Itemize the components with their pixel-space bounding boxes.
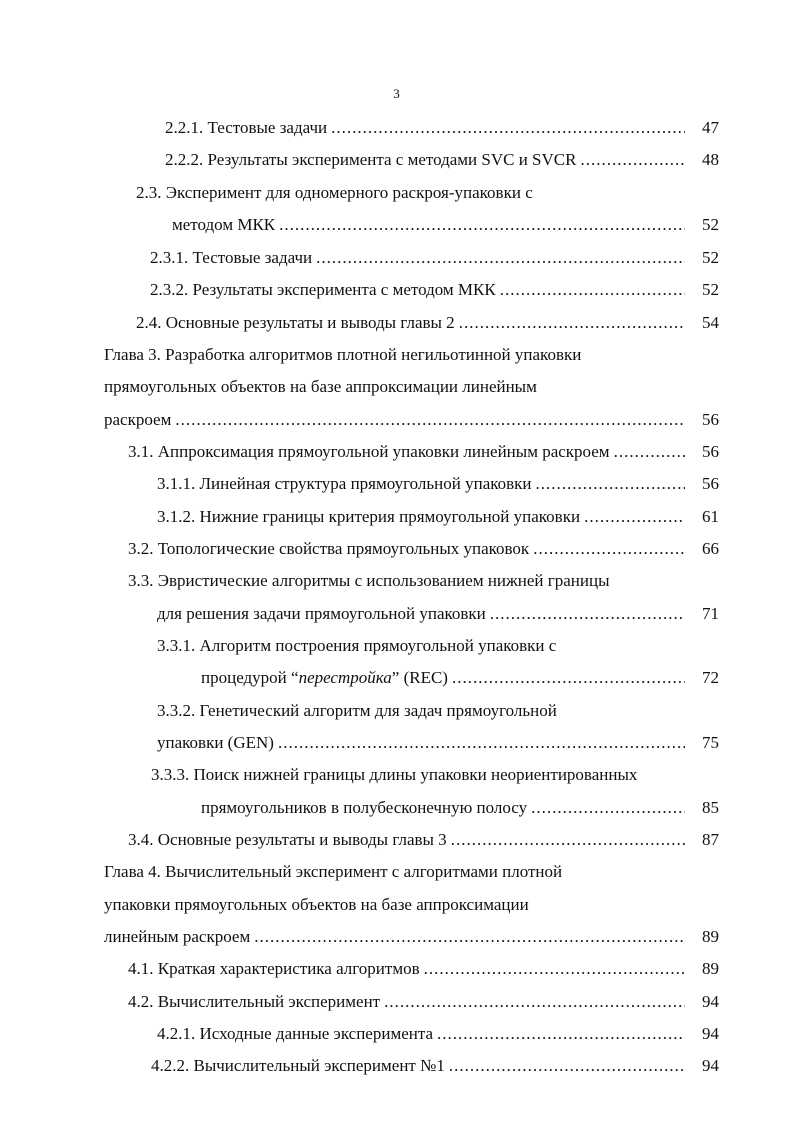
toc-entry (128, 537, 719, 561)
toc-entry (128, 957, 719, 981)
toc-entry-title: 3.2. Топологические свойства прямоугольных упаковок (128, 539, 530, 558)
toc-dot-leader (331, 116, 685, 140)
toc-dot-leader (490, 602, 685, 626)
toc-entry-title: упаковки (GEN) (157, 733, 274, 752)
toc-entry (157, 1022, 719, 1046)
toc-chapter-title: прямоугольных объектов на базе аппроксимации линейным (104, 377, 537, 396)
toc-entry-page: 85 (702, 798, 719, 817)
toc-entry-title: 2.2.1. Тестовые задачи (165, 118, 328, 137)
toc-entry-title: 2.4. Основные результаты и выводы главы 2 (136, 313, 455, 332)
toc-entry-page: 75 (702, 733, 719, 752)
toc-entry (104, 408, 719, 432)
toc-entry-page: 89 (702, 927, 719, 946)
toc-entry (128, 440, 719, 464)
toc-entry-title: 4.2. Вычислительный эксперимент (128, 992, 381, 1011)
toc-title-emphasis: перестройка (298, 668, 392, 687)
toc-entry-page: 72 (702, 668, 719, 687)
toc-dot-leader (316, 246, 685, 270)
toc-entry-page: 94 (702, 1056, 719, 1075)
toc-entry-page: 94 (702, 992, 719, 1011)
toc-dot-leader (459, 311, 685, 335)
toc-entry-title: 3.1.1. Линейная структура прямоугольной упаковки (157, 474, 532, 493)
toc-entry (151, 1054, 719, 1078)
toc-entry (128, 990, 719, 1014)
toc-entry-title: 4.2.2. Вычислительный эксперимент №1 (151, 1056, 445, 1075)
toc-dot-leader (614, 440, 685, 464)
toc-entry (136, 311, 719, 335)
toc-dot-leader (580, 148, 685, 172)
toc-dot-leader (533, 537, 685, 561)
toc-entry-page: 52 (702, 248, 719, 267)
toc-entry-page: 48 (702, 150, 719, 169)
toc-entry-page: 87 (702, 830, 719, 849)
toc-dot-leader (451, 828, 685, 852)
toc-entry (150, 246, 719, 270)
toc-entry-title: 2.3.1. Тестовые задачи (150, 248, 313, 267)
toc-dot-leader (536, 472, 685, 496)
toc-entry (165, 148, 719, 172)
page-number: 3 (393, 86, 400, 101)
toc-entry-title: 4.2.1. Исходные данные эксперимента (157, 1024, 434, 1043)
toc-entry-page: 61 (702, 507, 719, 526)
toc-dot-leader (452, 666, 685, 690)
toc-title-part: процедурой “ (201, 668, 299, 687)
toc-chapter-title: раскроем (104, 410, 172, 429)
toc-entry-title: методом МКК (172, 215, 276, 234)
toc-entry (201, 796, 719, 820)
toc-entry-page: 56 (702, 410, 719, 429)
toc-entry-title (201, 666, 448, 690)
toc-entry (157, 731, 719, 755)
toc-entry-page: 54 (702, 313, 719, 332)
toc-entry (128, 828, 719, 852)
toc-entry (165, 116, 719, 140)
toc-entry-title: для решения задачи прямоугольной упаковки (157, 604, 486, 623)
toc-dot-leader (384, 990, 685, 1014)
toc-entry-page: 94 (702, 1024, 719, 1043)
toc-entry-title: 3.4. Основные результаты и выводы главы 3 (128, 830, 447, 849)
toc-dot-leader (175, 408, 685, 432)
toc-entry-page: 47 (702, 118, 719, 137)
toc-entry-title: 3.3.2. Генетический алгоритм для задач прямоугольной (157, 701, 557, 720)
toc-entry-title: 3.3.1. Алгоритм построения прямоугольной упаковки с (157, 636, 557, 655)
toc-entry (104, 925, 719, 949)
toc-entry-title: прямоугольников в полубесконечную полосу (201, 798, 528, 817)
toc-chapter-title: Глава 4. Вычислительный эксперимент с алгоритмами плотной (104, 862, 563, 881)
toc-entry-page: 66 (702, 539, 719, 558)
toc-entry-title: 2.3. Эксперимент для одномерного раскроя-упаковки с (136, 183, 533, 202)
toc-dot-leader (449, 1054, 685, 1078)
toc-entry (157, 602, 719, 626)
toc-dot-leader (278, 731, 685, 755)
toc-dot-leader (500, 278, 685, 302)
toc-entry-title: 4.1. Краткая характеристика алгоритмов (128, 959, 420, 978)
toc-entry-title: 3.3. Эвристические алгоритмы с использованием нижней границы (128, 571, 610, 590)
toc-entry-title: 3.3.3. Поиск нижней границы длины упаковки неориентированных (151, 765, 638, 784)
toc-entry (201, 666, 719, 690)
toc-chapter-title: Глава 3. Разработка алгоритмов плотной негильотинной упаковки (104, 345, 582, 364)
toc-entry-title: 3.1. Аппроксимация прямоугольной упаковки линейным раскроем (128, 442, 610, 461)
toc-entry-page: 52 (702, 280, 719, 299)
toc-entry-title: 2.2.2. Результаты эксперимента с методами SVC и SVCR (165, 150, 577, 169)
toc-dot-leader (254, 925, 685, 949)
toc-entry (157, 472, 719, 496)
toc-entry-title: 3.1.2. Нижние границы критерия прямоугольной упаковки (157, 507, 581, 526)
toc-entry-page: 56 (702, 474, 719, 493)
toc-chapter-title: упаковки прямоугольных объектов на базе аппроксимации (104, 895, 529, 914)
toc-dot-leader (279, 213, 685, 237)
toc-entry (150, 278, 719, 302)
toc-dot-leader (531, 796, 685, 820)
toc-entry-page: 56 (702, 442, 719, 461)
toc-entry-page: 89 (702, 959, 719, 978)
toc-chapter-title: линейным раскроем (104, 927, 251, 946)
toc-dot-leader (424, 957, 685, 981)
toc-dot-leader (584, 505, 685, 529)
toc-entry-page: 71 (702, 604, 719, 623)
toc-entry (172, 213, 719, 237)
toc-entry (157, 505, 719, 529)
toc-entry-page: 52 (702, 215, 719, 234)
toc-title-part: ” (REC) (391, 668, 448, 687)
toc-dot-leader (437, 1022, 685, 1046)
toc-entry-title: 2.3.2. Результаты эксперимента с методом МКК (150, 280, 496, 299)
